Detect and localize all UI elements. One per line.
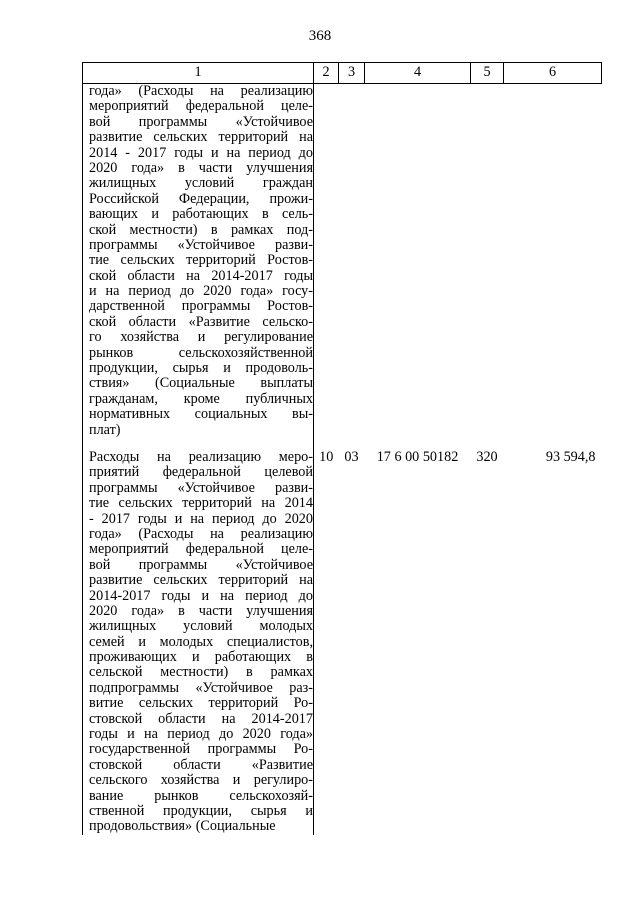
description-line: развитие сельских территорий на [89,573,313,589]
description-line: развитие сельских территорий на [89,130,313,146]
row-expense-type [471,84,504,450]
description-line: - 2017 годы и на период до 2020 [89,511,313,527]
row-amount: 93 594,8 [545,448,596,465]
description-line: Расходы на реализацию меро- [89,449,313,465]
description-line: ской области «Развитие сельско- [89,314,313,330]
description-line: сельского хозяйства и регулиро- [89,773,313,789]
description-line: стовской области на 2014-2017 [89,711,313,727]
description-line: гражданам, кроме публичных [89,391,313,407]
description-line: плат) [89,422,121,438]
description-line: жилищных условий граждан [89,176,313,192]
description-line: продукции, сырья и продоволь- [89,361,313,377]
description-line: 2020 года» в части улучшения [89,160,313,176]
description-line: дарственной программы Ростов- [89,299,313,315]
row-subsection-code [339,84,365,450]
description-line: жилищных условий молодых [89,619,313,635]
header-col-5: 5 [471,63,504,84]
row-expense-type: 320 [476,448,498,465]
page-number: 368 [308,28,332,44]
description-line: года» (Расходы на реализацию [89,84,313,99]
row-target-article: 17 6 00 50182 [376,448,459,465]
description-line: мероприятий федеральной целе- [89,99,313,115]
description-line: приятий федеральной целевой [89,465,313,481]
description-line: тие сельских территорий Ростов- [89,253,313,269]
row-description [83,84,314,450]
description-line: вающих и работающих в сель- [89,207,313,223]
row-subsection-code: 03 [344,448,359,465]
row-description [83,450,314,835]
description-line: 2014 - 2017 годы и на период до [89,145,313,161]
description-line: ственной продукции, сырья и [89,803,313,819]
budget-table [82,62,602,835]
header-col-1: 1 [83,63,314,84]
row-target-article [365,84,471,450]
description-line: годы и на период до 2020 года» [89,727,313,743]
description-line: сельской местности) в рамках [89,665,313,681]
description-line: ствия» (Социальные выплаты [89,376,313,392]
description-line: продовольствия» (Социальные [89,819,276,835]
description-line: 2014-2017 годы и на период до [89,588,313,604]
header-col-3: 3 [339,63,365,84]
row-section-code [314,84,339,450]
header-col-2: 2 [314,63,339,84]
description-line: вой программы «Устойчивое [89,557,313,573]
description-line: вой программы «Устойчивое [89,114,313,130]
description-line: тие сельских территорий на 2014 [89,496,313,512]
description-line: Российской Федерации, прожи- [89,191,313,207]
description-line: государственной программы Ро- [89,742,313,758]
description-line: года» (Расходы на реализацию [89,526,313,542]
description-line: нормативных социальных вы- [89,407,313,423]
description-line: и на период до 2020 года» госу- [89,284,313,300]
description-line: программы «Устойчивое разви- [89,480,313,496]
description-line: проживающих и работающих в [89,650,313,666]
table-row [83,450,602,835]
description-line: вание рынков сельскохозяй- [89,788,313,804]
row-section-code: 10 [319,448,334,465]
description-line: стовской области «Развитие [89,757,313,773]
row-amount [504,84,602,450]
header-col-4: 4 [365,63,471,84]
header-col-6: 6 [504,63,602,84]
header-row [83,63,602,84]
table-row [83,84,602,450]
description-line: подпрограммы «Устойчивое раз- [89,680,313,696]
description-line: ской местности) в рамках под- [89,222,313,238]
description-line: рынков сельскохозяйственной [89,345,313,361]
description-line: го хозяйства и регулирование [89,330,313,346]
description-line: 2020 года» в части улучшения [89,603,313,619]
description-line: мероприятий федеральной целе- [89,542,313,558]
description-line: семей и молодых специалистов, [89,634,313,650]
description-line: ской области на 2014-2017 годы [89,268,313,284]
description-line: программы «Устойчивое разви- [89,237,313,253]
description-line: витие сельских территорий Ро- [89,696,313,712]
